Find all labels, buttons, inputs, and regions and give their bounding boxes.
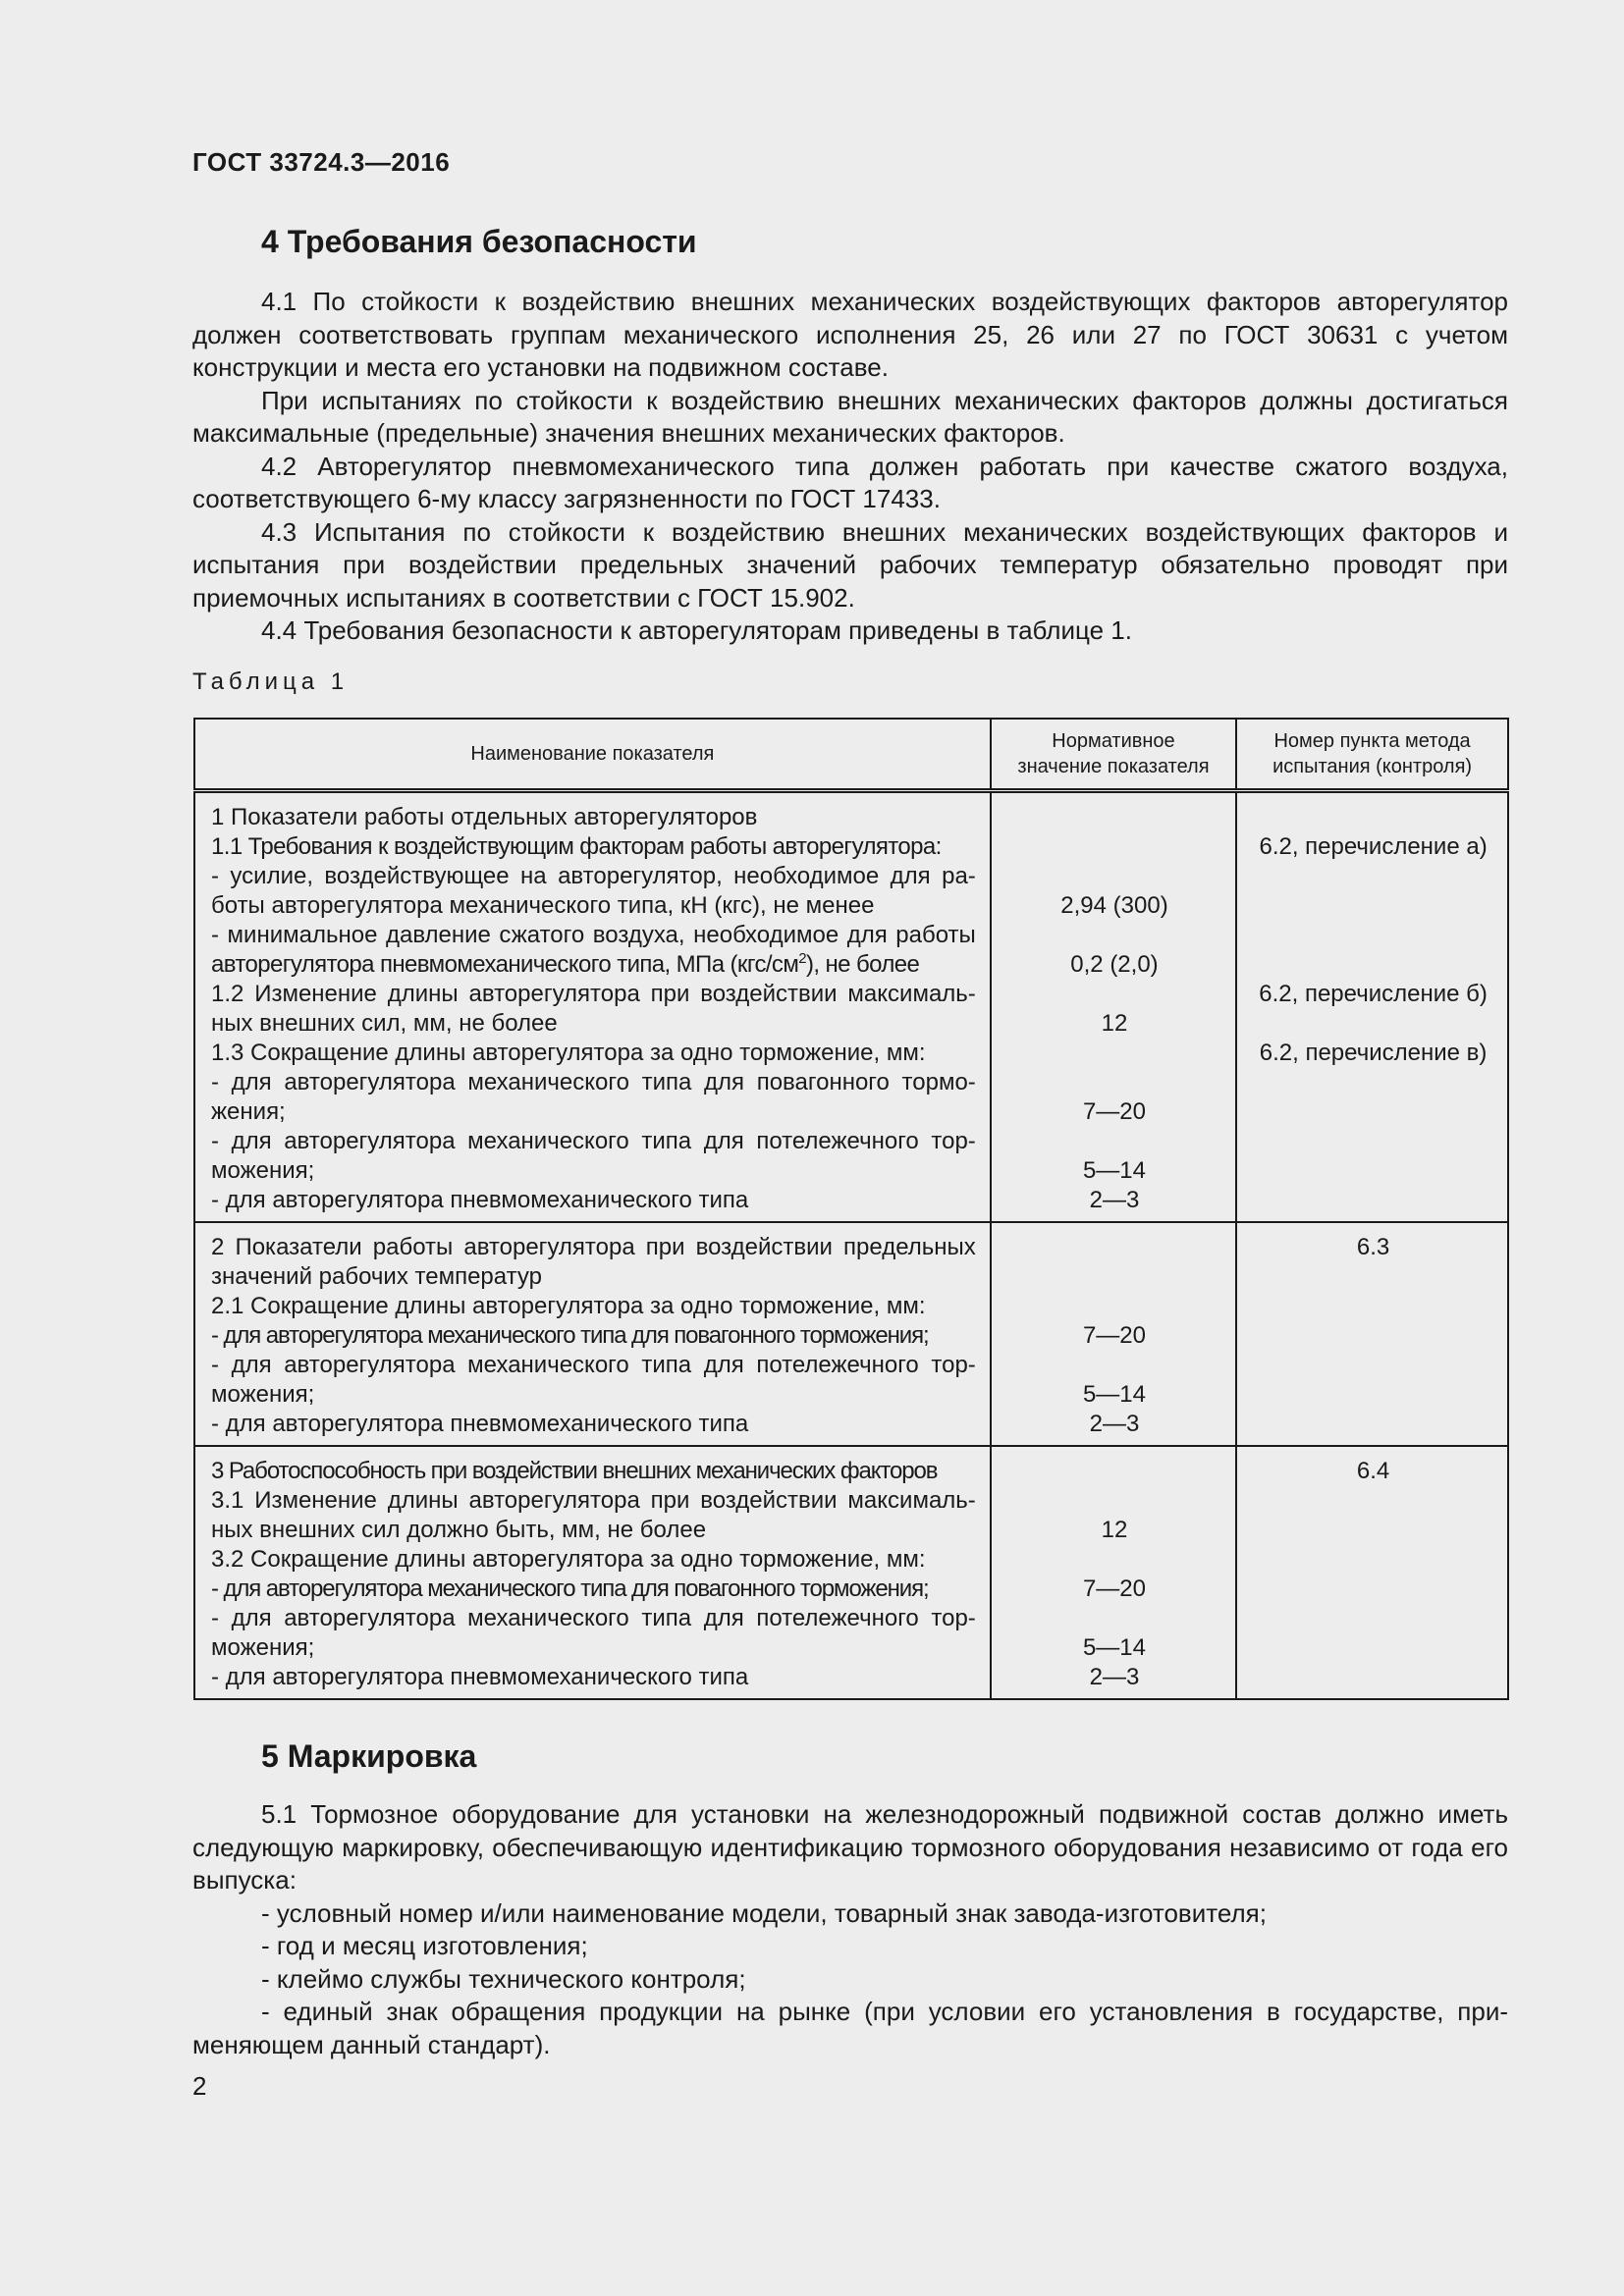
paragraph-4-2: 4.2 Авторегулятор пневмомеханического типа должен работать при качестве сжатого воздуха, соответствующего 6-му классу загрязненности по ГОСТ 17433. — [192, 451, 1508, 513]
table-header-row — [194, 719, 1508, 791]
marking-list-item: - единый знак обращения продукции на рынке (при условии его установления в государстве, при- — [261, 1997, 1508, 2026]
section-5-title: 5 Маркировка — [261, 1738, 477, 1774]
marking-list-item: - условный номер и/или наименование модели, товарный знак завода-изготовителя; — [261, 1897, 1267, 1928]
header-name: Наименование показателя — [194, 719, 991, 791]
paragraph-4-3: 4.3 Испытания по стойкости к воздействию внешних механических воздействующих факторов и испытания при воздействии предельных значений рабочих температур обязательно проводят при приемочных испытаниях в соответствии с ГОСТ 15.902. — [192, 516, 1508, 613]
marking-list-item-continued: меняющем данный стандарт). — [192, 2029, 551, 2059]
marking-list-item: - год и месяц изготовления; — [261, 1931, 588, 1960]
page-number: 2 — [192, 2071, 207, 2101]
document-id: ГОСТ 33724.3—2016 — [192, 147, 451, 177]
group-3-names: 3 Работоспособность при воздействии внешних механических факторов 3.1 Изменение длины авторегулятора при воздействии максималь- ных внешних сил должно быть, мм, не более 3.2 Сокращение длины авторегулятора за одно торможение, мм: - для авторегулятора механического типа для повагонного торможения; - для авторегулятора механического типа для потележечного тор- можения; - для авторегулятора пневмомеханического типа — [194, 1446, 991, 1699]
group-3-methods: 6.4 — [1236, 1446, 1508, 1699]
group-1-methods: 6.2, перечисление а) 6.2, перечисление б) 6.2, перечисление в) — [1236, 791, 1508, 1223]
paragraph-4-1-note: При испытаниях по стойкости к воздействию внешних механических факторов должны достигаться максимальные (предельные) значения внешних механических факторов. — [192, 385, 1508, 448]
paragraph-5-1: 5.1 Тормозное оборудование для установки на железнодорожный подвижной состав должно иметь следующую маркировку, обеспечивающую идентификацию тормозного оборудования независимо от года его выпуска: — [192, 1799, 1508, 1895]
group-1-names: 1 Показатели работы отдельных авторегуляторов 1.1 Требования к воздействующим факторам работы авторегулятора: - усилие, воздействующее на авторегулятор, необходимое для ра- боты авторегулятора механического типа, кН (кгс), не менее - минимальное давление сжатого воздуха, необходимое для работы авторегулятора пневмомеханического типа, МПа $(кгс/см^2)$, не более 1.2 Изменение длины авторегулятора при воздействии максималь- ных внешних сил, мм, не более 1.3 Сокращение длины авторегулятора за одно торможение, мм: - для авторегулятора механического типа для повагонного тормо- жения; - для авторегулятора механического типа для потележечного тор- можения; - для авторегулятора пневмомеханического типа — [194, 791, 991, 1223]
group-2-names: 2 Показатели работы авторегулятора при воздействии предельных значений рабочих температур 2.1 Сокращение длины авторегулятора за одно торможение, мм: - для авторегулятора механического типа для повагонного торможения; - для авторегулятора механического типа для потележечного тор- можения; - для авторегулятора пневмомеханического типа — [194, 1222, 991, 1446]
group-1-values: 2,94 (300) 0,2 (2,0) 12 7—20 5—14 2—3 — [991, 791, 1236, 1223]
requirements-table — [193, 718, 1509, 1700]
header-value: Нормативное значение показателя — [991, 719, 1236, 791]
table-row-group-1 — [194, 791, 1508, 1223]
table-row-group-3 — [194, 1446, 1508, 1699]
table-caption: Таблица 1 — [192, 668, 350, 695]
marking-list-item: - клеймо службы технического контроля; — [261, 1963, 746, 1994]
paragraph-4-1: 4.1 По стойкости к воздействию внешних механических воздействующих факторов авторегулятор должен соответствовать группам механического исполнения 25, 26 или 27 по ГОСТ 30631 с учетом конструкции и места его установки на подвижном составе. — [192, 287, 1508, 382]
group-2-values: 7—20 5—14 2—3 — [991, 1222, 1236, 1446]
section-4-title: 4 Требования безопасности — [261, 224, 697, 259]
group-3-values: 12 7—20 5—14 2—3 — [991, 1446, 1236, 1699]
group-2-methods: 6.3 — [1236, 1222, 1508, 1446]
section-4-body — [192, 286, 1508, 648]
table-row-group-2 — [194, 1222, 1508, 1446]
header-method: Номер пункта метода испытания (контроля) — [1236, 719, 1508, 791]
paragraph-4-4: 4.4 Требования безопасности к авторегуляторам приведены в таблице 1. — [261, 615, 1132, 645]
section-5-body — [192, 1798, 1508, 2061]
